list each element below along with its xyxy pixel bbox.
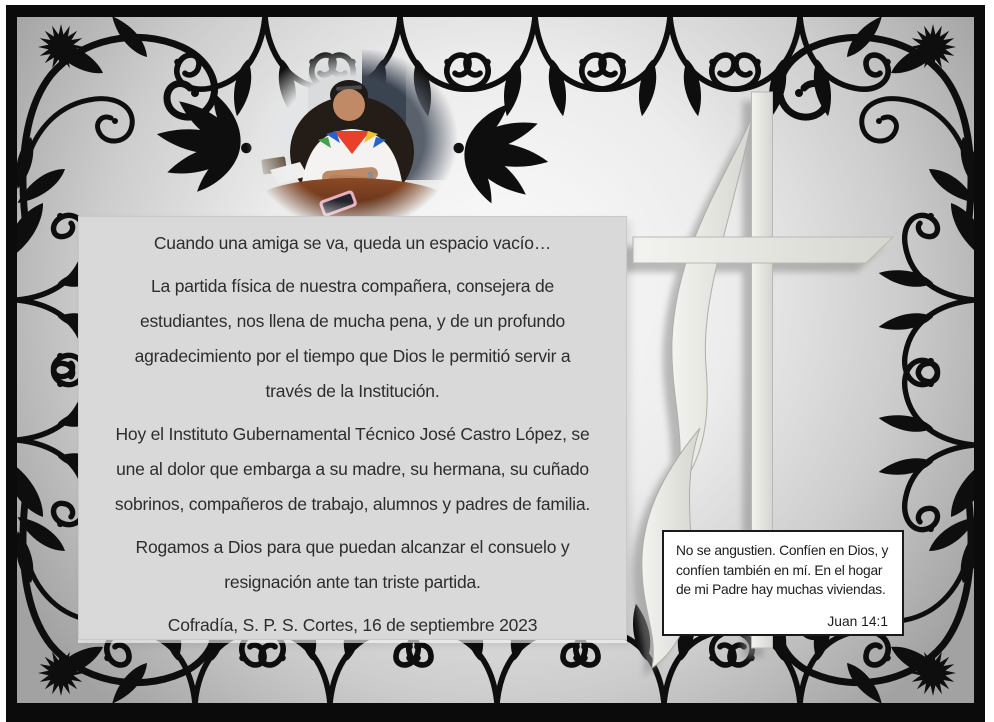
verse-line: No se angustien. Confíen en Dios, y [676,543,889,558]
verse-line: de mi Padre hay muchas viviendas. [676,582,886,597]
memorial-photo [246,47,458,238]
memorial-line: estudiantes, nos llena de mucha pena, y de un profundo [139,311,566,331]
memorial-line: Cuando una amiga se va, queda un espacio vacío… [153,233,552,253]
cross-horizontal-bar [633,237,893,263]
verse-line: confíen también en mí. En el hogar [676,562,883,578]
memorial-paragraph [79,226,626,261]
memorial-line: une al dolor que embarga a su madre, su hermana, su cuñado [116,459,589,479]
memorial-paragraph [79,269,626,409]
memorial-paragraph [79,608,626,643]
memorial-dateline: Cofradía, S. P. S. Cortes, 16 de septiembre 2023 [167,615,538,635]
memorial-line: agradecimiento por el tiempo que Dios le permitió servir a [134,346,571,366]
memorial-line: través de la Institución. [265,381,440,401]
memorial-line: Hoy el Instituto Gubernamental Técnico José Castro López, se [115,424,590,444]
memorial-paragraph [79,530,626,600]
memorial-line: resignación ante tan triste partida. [224,572,481,592]
memorial-text-box [78,216,627,640]
memorial-line: La partida física de nuestra compañera, consejera de [150,276,555,296]
memorial-line: sobrinos, compañeros de trabajo, alumnos y padres de familia. [114,494,591,514]
memorial-paragraph [79,417,626,522]
memorial-line: Rogamos a Dios para que puedan alcanzar el consuelo y [135,537,570,557]
verse-reference: Juan 14:1 [827,613,888,629]
bible-verse-box [662,530,904,636]
